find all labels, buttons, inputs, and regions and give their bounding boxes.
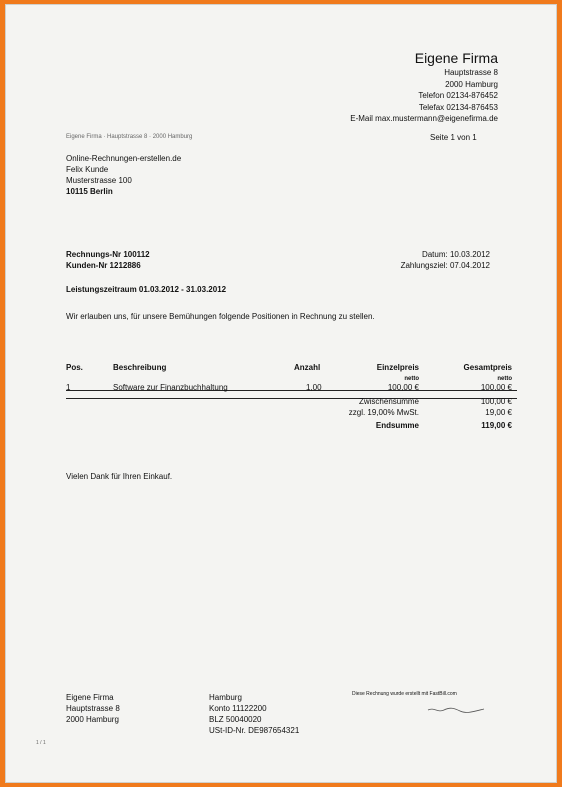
invoice-number: Rechnungs-Nr 100112 — [66, 250, 150, 259]
row-1-desc: Software zur Finanzbuchhaltung — [113, 383, 228, 392]
return-address-line: Eigene Firma · Hauptstrasse 8 · 2000 Hamburg — [66, 134, 193, 140]
customer-number: Kunden-Nr 1212886 — [66, 261, 141, 270]
sender-fax: Telefax 02134-876453 — [418, 102, 498, 112]
corner-mark: 1 / 1 — [36, 740, 46, 746]
sender-street: Hauptstrasse 8 — [444, 68, 498, 77]
footer-bank-line: BLZ 50040020 — [209, 715, 262, 724]
subtotal-label: Zwischensumme — [358, 397, 419, 406]
row-1-pos: 1 — [66, 383, 71, 392]
footer-note: Diese Rechnung wurde erstellt mit FastBill.com — [352, 691, 457, 697]
row-1-qty: 1,00 — [306, 383, 322, 392]
payment-due: Zahlungsziel: 07.04.2012 — [400, 261, 490, 270]
table-row-divider — [66, 398, 517, 399]
sender-city: 2000 Hamburg — [445, 79, 498, 89]
col-header-desc: Beschreibung — [113, 363, 167, 372]
total-value: 119,00 € — [481, 421, 512, 430]
page-info: Seite 1 von 1 — [430, 133, 477, 142]
col-header-total: Gesamtpreis — [463, 363, 512, 372]
footer-company-line: Eigene Firma — [66, 693, 114, 702]
footer-bank-line: Konto 11122200 — [209, 704, 267, 713]
col-header-pos: Pos. — [66, 363, 83, 372]
invoice-page — [5, 4, 557, 783]
sender-company: Eigene Firma — [414, 50, 498, 66]
col-header-qty: Anzahl — [294, 363, 321, 372]
row-1-total: 100,00 € — [480, 383, 512, 392]
service-period: Leistungszeitraum 01.03.2012 - 31.03.2012 — [66, 285, 227, 294]
col-header-total-sub: netto — [497, 376, 512, 382]
row-1-unit: 100,00 € — [387, 383, 419, 392]
tax-label: zzgl. 19,00% MwSt. — [348, 408, 419, 417]
recipient-address — [66, 153, 181, 197]
footer-bank-line: USt-ID-Nr. DE987654321 — [209, 726, 300, 735]
signature-scribble — [426, 705, 486, 715]
col-header-unit-sub: netto — [404, 376, 419, 382]
sender-phone: Telefon 02134-876452 — [418, 91, 498, 100]
recipient-line-2: Felix Kunde — [66, 165, 109, 174]
footer-company-line: Hauptstrasse 8 — [66, 704, 120, 713]
intro-text: Wir erlauben uns, für unsere Bemühungen folgende Positionen in Rechnung zu stellen. — [66, 312, 375, 321]
col-header-unit: Einzelpreis — [376, 363, 419, 372]
recipient-line-3: Musterstrasse 100 — [66, 176, 132, 185]
footer-bank — [209, 692, 299, 736]
footer-company — [66, 692, 120, 725]
subtotal-value: 100,00 € — [480, 397, 512, 406]
total-label: Endsumme — [375, 421, 419, 430]
invoice-date: Datum: 10.03.2012 — [421, 250, 490, 259]
thanks-text: Vielen Dank für Ihren Einkauf. — [66, 472, 173, 481]
recipient-line-4: 10115 Berlin — [66, 187, 113, 196]
tax-value: 19,00 € — [485, 408, 512, 417]
sender-block — [350, 49, 498, 125]
footer-company-line: 2000 Hamburg — [66, 715, 119, 724]
recipient-line-1: Online-Rechnungen-erstellen.de — [66, 154, 182, 163]
sender-email: E-Mail max.mustermann@eigenefirma.de — [350, 114, 498, 123]
footer-bank-line: Hamburg — [209, 693, 242, 702]
